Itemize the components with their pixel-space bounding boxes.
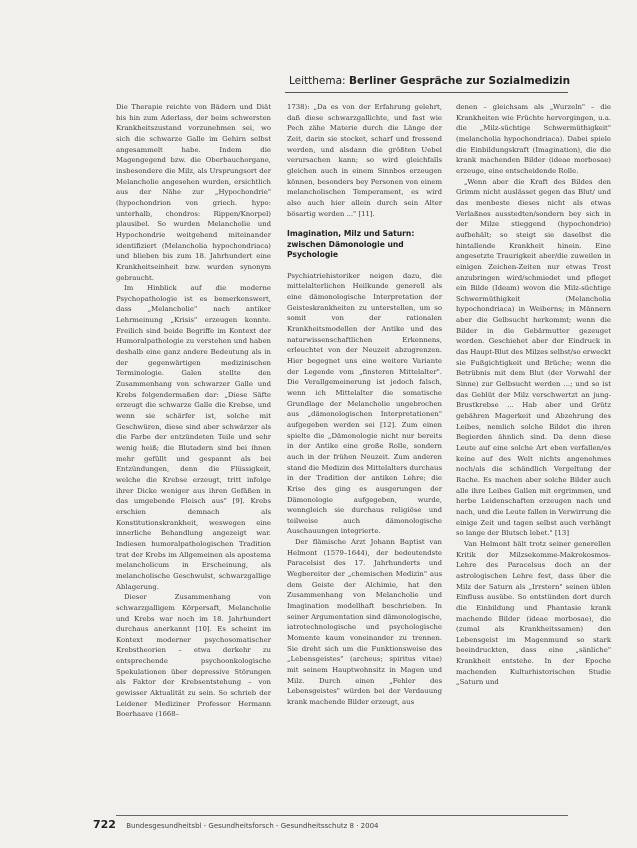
paragraph: Der flämische Arzt Johann Baptist van Helmont (1579–1644), der bedeutendste Paracelsist des 17. Jahrhunderts und Wegbereiter der „chemischen Medizin" aus dem Geiste der Alchimie, hat den Zusammenhang von Melancholie und Imagination modellhaft beschrieben. In seiner Argumentation sind dämonologische, iatrotechnologische und psychologische Momente kaum voneinander zu trennen. Sie dreht sich um die Funktionsweise des „Lebensgeistes" (archeus; spiritus vitae) mit seinem Hauptwohnsitz in Magen und Milz. Durch einen „Fehler des Lebensgeistes" würden bei der Verdauung krank machende Bilder erzeugt, aus	[287, 538, 442, 706]
header-rule	[285, 92, 568, 93]
running-head	[289, 75, 570, 87]
journal-citation: Bundesgesundheitsbl - Gesundheitsforsch - Gesundheitsschutz 8 · 2004	[126, 822, 379, 830]
text-column-3	[456, 102, 611, 688]
paragraph: Im Hinblick auf die moderne Psychopathologie ist es bemerkenswert, dass „Melancholie" nach antiker Lehrmeinung „Krisis" erzeugen konnte. Freilich sind beide Begriffe im Kontext der Humoralpathologie zu verstehen und haben deshalb eine ganz andere Bedeutung als in der gegenwärtigen medizinischen Terminologie. Galen stellte den Zusammenhang von schwarzer Galle und Krebs folgendermaßen dar: „Diese Säfte erzeugt die schwarze Galle die Krebse, und wenn sie schärfer ist, solche mit Geschwüren, diese sind aber schwärzer als die Farbe der entzündeten Teile und sehr wenig heiß; die Blutadern sind bei ihnen mehr gefüllt und gespannt als bei Entzündungen, denn die Flüssigkeit, welche die Krebse erzeugt, tritt infolge ihrer Dicke weniger aus ihren Gefäßen in das umgebende Fleisch aus" [9]. Krebs erschien demnach als Konstitutionskrankheit, weswegen eine innerliche Behandlung angezeigt war. Indiesen humoralpathologischen Tradition trat der Krebs im Allgemeinen als apostema melancholicum in Erscheinung, als melancholische Geschwulst, schwarzgallige Ablagerung.	[116, 284, 271, 591]
footer-rule	[116, 815, 568, 816]
text-column-2	[287, 102, 442, 708]
running-head-title: Berliner Gespräche zur Sozialmedizin	[348, 75, 571, 87]
page-number: 722	[93, 818, 116, 831]
text-column-1	[116, 102, 271, 720]
page-footer	[93, 818, 378, 831]
section-heading: Imagination, Milz und Saturn: zwischen Dämonologie und Psychologie	[287, 229, 415, 260]
block-quote: „Wenn aber die Kraft des Bildes den Grimm nicht auslässet gegen das Blut/ und das menbeste dieses nicht als etwas Verlaßnes ausstedten/sondern bey sich in der Milze stieggend (hypochondrio) aufbehält; so steigt sie daselbst die hintallende Krankheit hinein. Eine angesetzte Traurigkeit aber/die zuweilen in einigen Zeichen-Zeiten nur etwas Trost anzubringen wird/schmiedet und pfleget ein Bilde (Ideam) wovon die Milz-süchtige Schwermüthigkeit (Melancholia hypochondriaca) in Weiberns; in Männern aber die Gelbsucht herkommt; wenn die Bilder in die Gebärmutter gezeuget worden. Geschiehet aber der Eindruck in das Haupt-Blut des Milzes selbst/so erweckt sie Fußgichtigkeit und Brüche; wenn die Betrübnis mit dem Blut (der Vorwahl der Sinne) zur Gelbsucht werden ...; und so ist das Geblüt der Milz verschwertzt an jung-Brustkrebse ... Hab aber und Grütz gebähren Magerkeit und Abzehrung des Leibes, nemlich solche Bildet die ihren Begierden ähnlich sind. Da denn diese Leute auf eine solche Art eben verfallen/es keine auf des Welt nichts angenehmes noch/als die schändlich Vergeltung der Rache. Es machen aber solche Bilder auch alle ihre Leibes Gallen mit ergrimmen, und herbe Leidenschaften erzeugen nach und nach, und die Leute fallen in Verwirrung die einige Zeit und tagen selbst auch verhängt so lange der Blutsch lebet." [13]	[456, 177, 611, 538]
running-head-section: Leitthema:	[289, 75, 346, 87]
paragraph: Dieser Zusammenhang von schwarzgalligem Körpersaft, Melancholie und Krebs war noch im 18. Jahrhundert durchaus anerkannt [10]. Es scheint im Kontext moderner psychosomatischer Krebstheorien – etwa derkehr zu entsprechende psychoonkologische Spekulationen über depressive Störungen als Faktor der Krebsentstehung – von gewisser Aktualität zu sein. So schrieb der Leidener Mediziner Professor Hermann Boerhaave (1668–	[116, 593, 271, 719]
paragraph: Van Helmont hält trotz seiner generellen Kritik der Milzsekomme-Makrokosmos-Lehre des Paracelsus doch an der astrologischen Lehre fest, dass über die Milz der Saturn als „Irrstern" seinen üblen Einfluss ausübe. So entstünden dort durch die Einbildung und Phantasie krank machende Bilder (ideae morbosae), die (zumal als Krankheitssamen) den Lebensgeist im Magenmund so stark beeindruckten, dass eine „sänliche" Krankheit entstehe. In der Epoche machenden Kulturhistorischen Studie „Saturn und	[456, 539, 611, 687]
paragraph: 1738): „Da es von der Erfahrung gelehrt, daß diese schwarzgallichte, und fast wie Pech zähe Materie durch die Länge der Zeit, darin sie stocket, scharf und fressend werden, und alsdann die größten Uebel verursachen kann; so wird gleichfalls gleichen auch in einem Sinnbos erzeugen können, besonders bey Personen von einem melancholischen Temperament, es wird also auch hier allein durch sein Alter bösartig werden ..." [11].	[287, 103, 442, 218]
paragraph: Die Therapie reichte von Bädern und Diät bis hin zum Aderlass, der beim schwersten Krankheitszustand vorzunehmen sei, wo sich die schwarze Galle im Gehirn selbst angesammelt habe. Indem die Magengegend bzw. die Oberbauchorgane, insbesondere die Milz, als Ursprungsort der Melancholie angesehen wurden, ersichtlich aus der Nähe zur „Hypochondrie" (hypochondrion von griech. hypo: unterhalb, chondros: Rippen/Knorpel) plausibel. So wurden Melancholie und Hypochondrie weitgehend miteinander identifiziert (Melancholia hypochondriaca) und blieben bis zum 18. Jahrhundert eine Krankheitseinheit bzw. wurden synonym gebraucht.	[116, 103, 271, 282]
paragraph: Psychiatriehistoriker neigen dazu, die mittelalterlichen Heilkunde generell als eine dämonologische Interpretation der Geisteskrankheiten zu unterstellen, um so somit von der rationalen Krankheitsmodellen der Antike und des naturwissenschaftlichen Erkennens, erleuchtet von der Neuzeit abzugrenzen. Hier begegnet uns eine weitere Variante der Legende vom „finsteren Mittelalter". Die Verallgemeinerung ist jedoch falsch, wenn ich Mittelalter die somatische Grundlage der Melancholie ungebrochen aus „dämonologischen Interpretationen" aufgegeben werden sei [12]. Zum einen spielte die „Dämonologie nicht nur bereits in der Antike eine große Rolle, sondern auch in der frühen Neuzeit. Zum anderen stand die Medizin des Mittelalters durchaus in der Tradition der antiken Lehre; die Krise des ging es ausgerungen der Dämonologie aufgegeben, wurde, wenngleich sie durchaus religiöse und teilweise auch dämonologische Auschauungen integrierte.	[287, 271, 442, 536]
paragraph: denen – gleichsam als „Wurzeln" – die Krankheiten wie Früchte hervorgingen, u.a. die „Milz-süchtige Schwermüthigkeit" (melancholia hypochondriaca). Dabei spiele die Einbildungskraft (Imagination), die die krank machenden Bilder (ideae morbosae) erzeuge, eine entscheidende Rolle.	[456, 103, 611, 175]
